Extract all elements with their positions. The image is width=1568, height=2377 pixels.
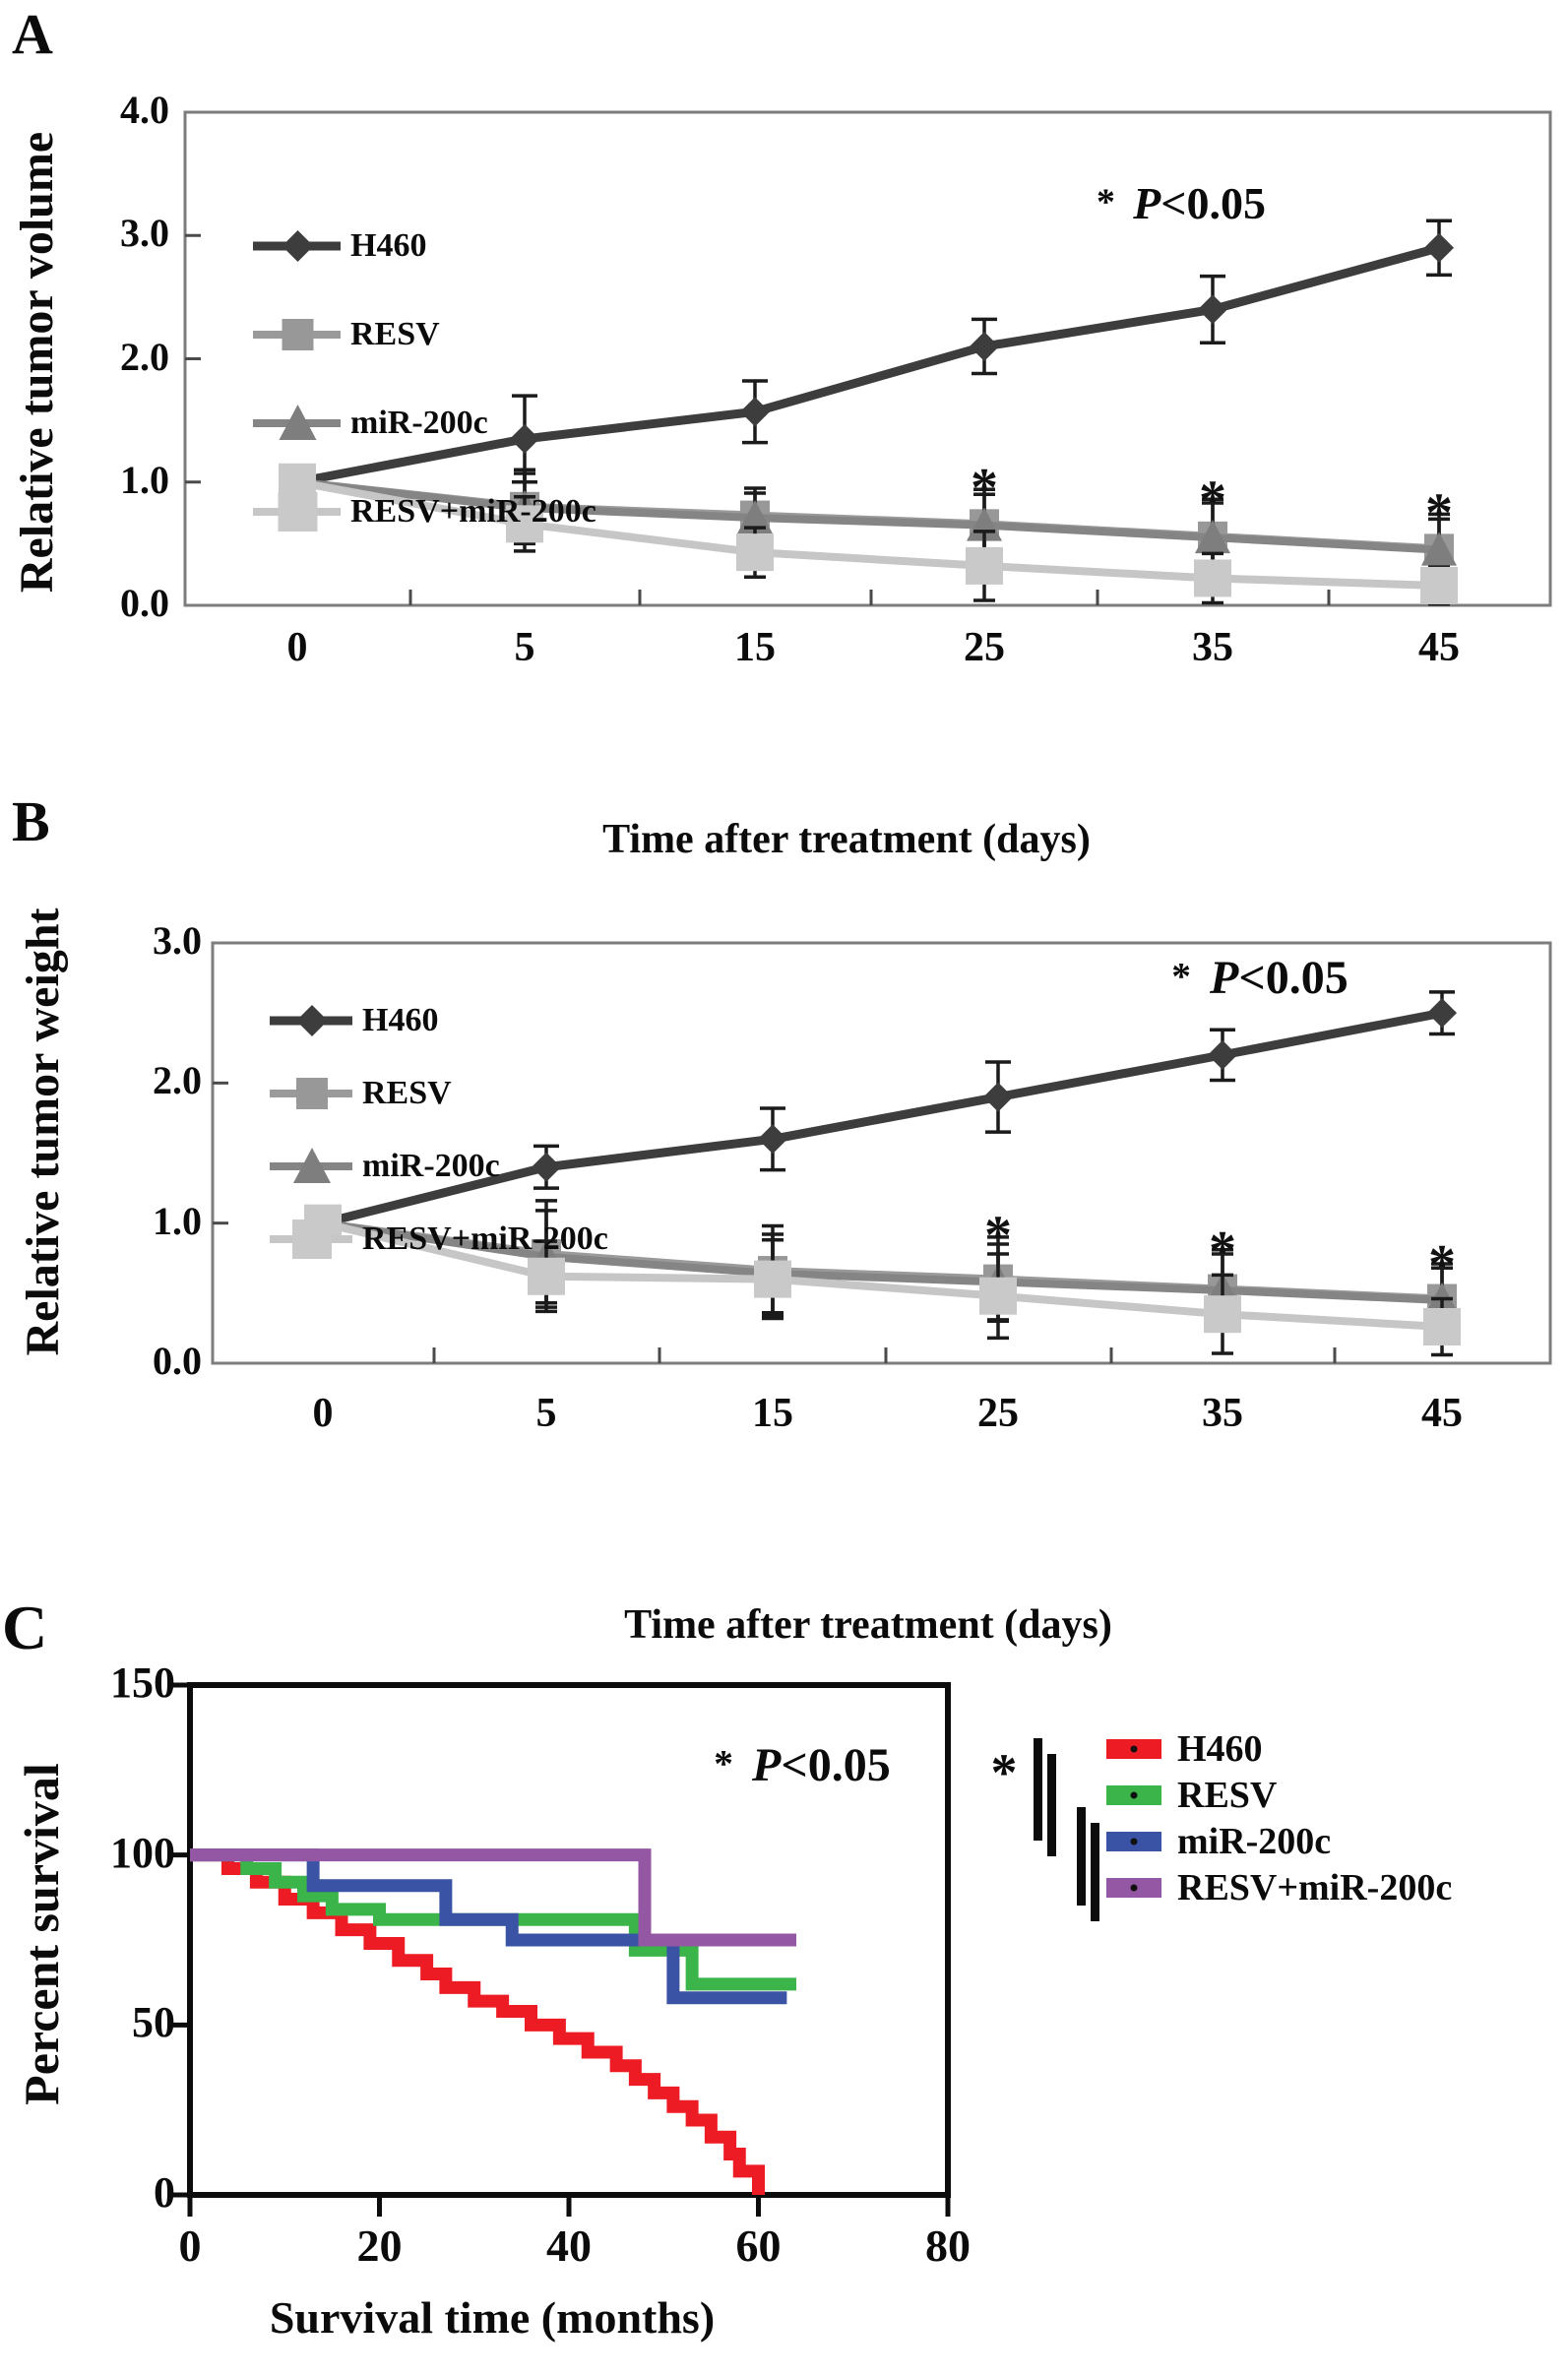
panel-c-survival-curve-H460 xyxy=(190,1855,759,2195)
panel-b-annotation-value: <0.05 xyxy=(1238,952,1348,1004)
panel-b-marker-RESV+miR-200c-2 xyxy=(754,1261,791,1298)
panel-c-legend-swatch-dot-H460 xyxy=(1131,1746,1138,1753)
panel-a-x-tick-label-0: 0 xyxy=(286,625,308,670)
panel-b-x-tick-label-25: 25 xyxy=(977,1391,1019,1436)
panel-a-x-tick-label-35: 35 xyxy=(1192,625,1233,670)
panel-b-significance-asterisk-2: * xyxy=(1428,1234,1456,1296)
panel-c-x-tick-label-80: 80 xyxy=(925,2221,971,2271)
panel-a-marker-RESV+miR-200c-2 xyxy=(736,533,774,571)
panel-a-x-tick-label-5: 5 xyxy=(514,625,535,670)
panel-c-y-tick-label-150: 150 xyxy=(110,1658,175,1707)
panel-c-legend-label-H460: H460 xyxy=(1177,1728,1263,1770)
panel-a-x-tick-label-15: 15 xyxy=(734,625,776,670)
panel-b-plot-frame xyxy=(213,943,1550,1363)
panel-c-annotation-star: * xyxy=(714,1741,741,1785)
panel-a-x-tick-label-25: 25 xyxy=(964,625,1005,670)
panel-c-letter: C xyxy=(2,1593,48,1662)
panel-a-marker-RESV+miR-200c-1 xyxy=(506,505,543,542)
panel-a-marker-RESV+miR-200c-0 xyxy=(279,464,316,501)
panel-b-y-axis-title: Relative tumor weight xyxy=(17,907,69,1356)
panel-a-annotation-p: P xyxy=(1133,178,1161,228)
panel-a-y-tick-label-1.0: 1.0 xyxy=(120,457,169,502)
panel-c-legend-swatch-dot-miR-200c xyxy=(1131,1839,1138,1845)
panel-a-y-tick-label-3.0: 3.0 xyxy=(120,211,169,256)
panel-c-significance-bracket-bar-3 xyxy=(1091,1823,1099,1921)
panel-b-marker-RESV+miR-200c-0 xyxy=(304,1205,342,1242)
panel-b-x-tick-label-0: 0 xyxy=(312,1391,334,1436)
panel-b-annotation-p: P xyxy=(1210,952,1239,1004)
panel-a-marker-RESV+miR-200c-5 xyxy=(1420,567,1458,604)
panel-a-legend-label-RESV: RESV xyxy=(350,316,440,352)
panel-c-x-axis-title: Survival time (months) xyxy=(269,2292,716,2343)
panel-c-y-tick-label-100: 100 xyxy=(110,1828,175,1877)
panel-b-significance-asterisk-1: * xyxy=(1209,1220,1236,1282)
panel-c-x-tick-label-60: 60 xyxy=(735,2221,782,2271)
panel-b-letter: B xyxy=(12,789,50,853)
panel-a-marker-RESV+miR-200c-4 xyxy=(1194,559,1231,596)
panel-c-legend-significance-star: * xyxy=(990,1743,1018,1802)
panel-b-marker-RESV+miR-200c-1 xyxy=(528,1258,565,1295)
panel-b-marker-RESV+miR-200c-5 xyxy=(1423,1308,1461,1345)
panel-a-x-tick-label-45: 45 xyxy=(1418,625,1460,670)
panel-c-significance-bracket-bar-1 xyxy=(1047,1754,1056,1856)
panel-c-legend-label-RESV: RESV xyxy=(1177,1775,1278,1816)
panel-b-y-tick-label-1.0: 1.0 xyxy=(153,1198,202,1243)
panel-b-marker-RESV+miR-200c-4 xyxy=(1204,1295,1241,1333)
panel-b-y-tick-label-2.0: 2.0 xyxy=(153,1058,202,1103)
panel-b-significance-asterisk-0: * xyxy=(984,1205,1012,1267)
panel-a-annotation-star: * xyxy=(1097,181,1122,223)
panel-c-significance-bracket-bar-0 xyxy=(1034,1738,1042,1841)
panel-c-legend-swatch-dot-RESV+miR-200c xyxy=(1131,1885,1138,1892)
panel-a-y-tick-label-2.0: 2.0 xyxy=(120,334,169,379)
panel-a-significance-asterisk-2: * xyxy=(1425,482,1453,544)
panel-c-significance-bracket-bar-2 xyxy=(1077,1807,1086,1906)
panel-b-y-tick-label-3.0: 3.0 xyxy=(153,918,202,963)
panel-a-legend-label-RESV+miR-200c: RESV+miR-200c xyxy=(350,493,596,530)
panel-c-y-tick-label-50: 50 xyxy=(132,1998,175,2047)
panel-b-x-tick-label-35: 35 xyxy=(1202,1391,1243,1436)
panel-a-y-axis-title: Relative tumor volume xyxy=(11,131,63,594)
panel-b-x-tick-label-45: 45 xyxy=(1421,1391,1463,1436)
panel-c-x-tick-label-40: 40 xyxy=(546,2221,592,2271)
panel-c-x-tick-label-0: 0 xyxy=(178,2221,202,2271)
panel-c-legend-label-RESV+miR-200c: RESV+miR-200c xyxy=(1177,1867,1453,1908)
panel-a-y-tick-label-0.0: 0.0 xyxy=(120,581,169,625)
panel-a-legend-label-miR-200c: miR-200c xyxy=(350,405,488,441)
panel-a-legend-label-H460: H460 xyxy=(350,227,427,264)
panel-a-marker-RESV+miR-200c-3 xyxy=(966,547,1003,585)
panel-b-legend-label-miR-200c: miR-200c xyxy=(362,1148,500,1184)
panel-a-letter: A xyxy=(12,2,53,66)
panel-a-significance-asterisk-1: * xyxy=(1199,469,1226,532)
panel-c-legend-swatch-dot-RESV xyxy=(1131,1792,1138,1799)
panel-a-y-tick-label-4.0: 4.0 xyxy=(120,88,169,132)
panel-b-marker-RESV+miR-200c-3 xyxy=(979,1278,1017,1315)
panel-c-y-tick-label-0: 0 xyxy=(154,2168,175,2217)
panel-c-annotation-value: <0.05 xyxy=(781,1739,891,1791)
panel-b-legend-label-RESV: RESV xyxy=(362,1075,452,1111)
panel-a-plot-frame xyxy=(185,112,1550,605)
panel-b-legend-label-H460: H460 xyxy=(362,1002,439,1038)
panel-a-annotation-value: <0.05 xyxy=(1160,178,1266,228)
panel-b-x-tick-label-5: 5 xyxy=(535,1391,557,1436)
panel-c-x-tick-label-20: 20 xyxy=(356,2221,403,2271)
panel-b-legend-label-RESV+miR-200c: RESV+miR-200c xyxy=(362,1220,608,1257)
panel-b-y-tick-label-0.0: 0.0 xyxy=(153,1339,202,1383)
panel-b-annotation-star: * xyxy=(1171,954,1199,998)
panel-b-x-tick-label-15: 15 xyxy=(752,1391,793,1436)
panel-a-x-axis-title: Time after treatment (days) xyxy=(602,817,1091,862)
panel-c-y-axis-title: Percent survival xyxy=(14,1763,69,2105)
panel-c-annotation-p: P xyxy=(752,1739,782,1791)
panel-b-x-axis-title: Time after treatment (days) xyxy=(624,1602,1112,1648)
panel-a-significance-asterisk-0: * xyxy=(971,458,998,520)
panel-c-legend-label-miR-200c: miR-200c xyxy=(1177,1821,1332,1862)
